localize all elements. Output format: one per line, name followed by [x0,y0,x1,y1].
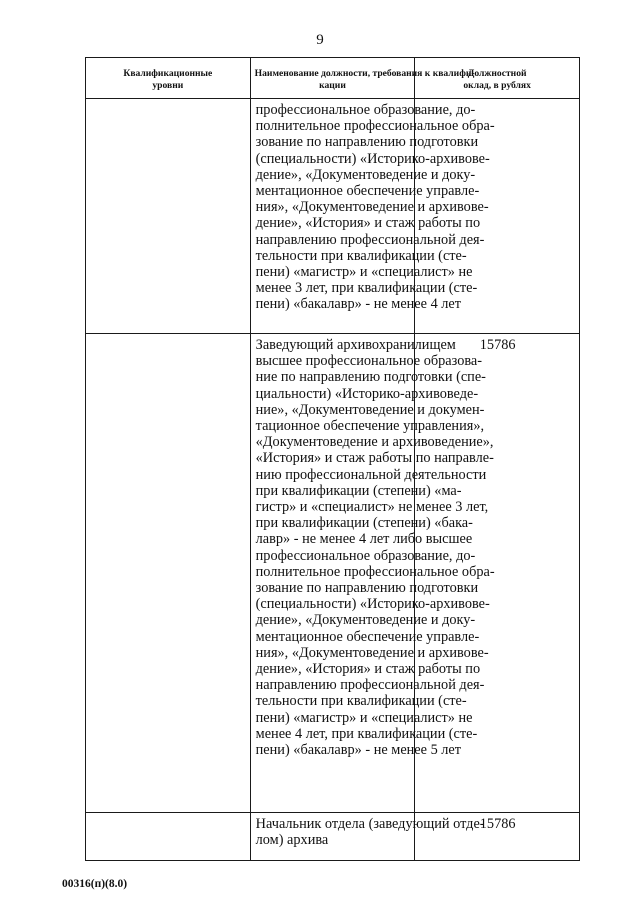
header-line: кации [319,80,346,91]
text-line: ние по направлению подготовки (спе- [255,369,486,386]
table-row [86,334,580,813]
text-line: дение», «Документоведение и доку- [255,612,476,629]
text-line: Заведующий архивохранилищем [255,337,456,353]
salary-cell: 15786 [415,813,580,861]
text-line: нию профессиональной деятельности [255,466,487,483]
header-qualification-levels [86,58,251,99]
text-line: при квалификации (степени) «ма- [255,482,462,499]
text-line: тельности при квалификации (сте- [255,247,467,264]
position-requirements-cell [250,334,495,813]
table-row [86,813,580,861]
text-line: полнительное профессиональное обра- [255,563,495,580]
text-line: пени) «бакалавр» - не менее 4 лет [255,296,462,313]
position-requirements-cell [250,99,495,334]
position-requirements-cell [250,813,485,861]
qualification-level-cell [86,813,251,861]
header-line: Квалификационные [123,68,213,79]
text-line: ния», «Документоведение и архивове- [255,199,489,216]
text-line: направлению профессиональной дея- [255,231,485,248]
text-line: дение», «Документоведение и доку- [255,166,476,183]
text-line: гистр» и «специалист» не менее 3 лет, [255,499,489,516]
text-line: ментационное обеспечение управле- [255,183,480,200]
text-line: пени) «магистр» и «специалист» не [255,264,473,281]
text-line: тельности при квалификации (сте- [255,693,467,710]
table-header-row [86,58,580,99]
text-line: пени) «бакалавр» - не менее 5 лет [255,742,462,759]
text-line: дение», «История» и стаж работы по [255,661,481,678]
text-line: ментационное обеспечение управле- [255,628,480,645]
table-row [86,99,580,334]
text-line: профессиональное образование, до- [255,547,476,564]
text-line: лавр» - не менее 4 лет либо высшее [255,531,473,548]
text-line: направлению профессиональной дея- [255,677,485,694]
qualification-level-cell [86,334,251,813]
header-position-requirements [250,58,475,99]
header-line: Наименование должности, требования к квалифи- [254,68,475,79]
text-line: высшее профессиональное образова- [255,353,483,370]
text-line: (специальности) «Историко-архивове- [255,150,490,167]
text-line: ние», «Документоведение и докумен- [255,401,485,418]
salary-cell: 15786 [415,334,580,813]
text-line: ния», «Документоведение и архивове- [255,644,489,661]
text-line: дение», «История» и стаж работы по [255,215,481,232]
text-line: лом) архива [255,832,329,849]
header-line: уровни [152,80,184,91]
text-line: «Документоведение и архивоведение», [255,434,494,451]
document-code: 00316(п)(8.0) [62,878,128,890]
page-number: 9 [316,32,324,48]
text-line: Начальник отдела (заведующий отде- [255,816,485,832]
text-line: «История» и стаж работы по направле- [255,450,494,467]
qualification-level-cell [86,99,251,334]
text-line: тационное обеспечение управления», [255,418,485,435]
text-line: пени) «магистр» и «специалист» не [255,709,473,726]
text-line: профессиональное образование, до- [255,102,476,118]
table-body [86,99,580,861]
header-line: оклад, в рублях [463,80,531,91]
text-line: менее 4 лет, при квалификации (сте- [255,725,478,742]
text-line: полнительное профессиональное обра- [255,118,495,135]
text-line: менее 3 лет, при квалификации (сте- [255,280,478,297]
text-line: циальности) «Историко-архивоведе- [255,385,479,402]
text-line: зование по направлению подготовки [255,580,479,597]
text-line: при квалификации (степени) «бака- [255,515,473,532]
header-line: Должностной [467,68,527,79]
text-line: зование по направлению подготовки [255,134,479,151]
text-line: (специальности) «Историко-архивове- [255,596,490,613]
qualification-table [85,57,580,861]
